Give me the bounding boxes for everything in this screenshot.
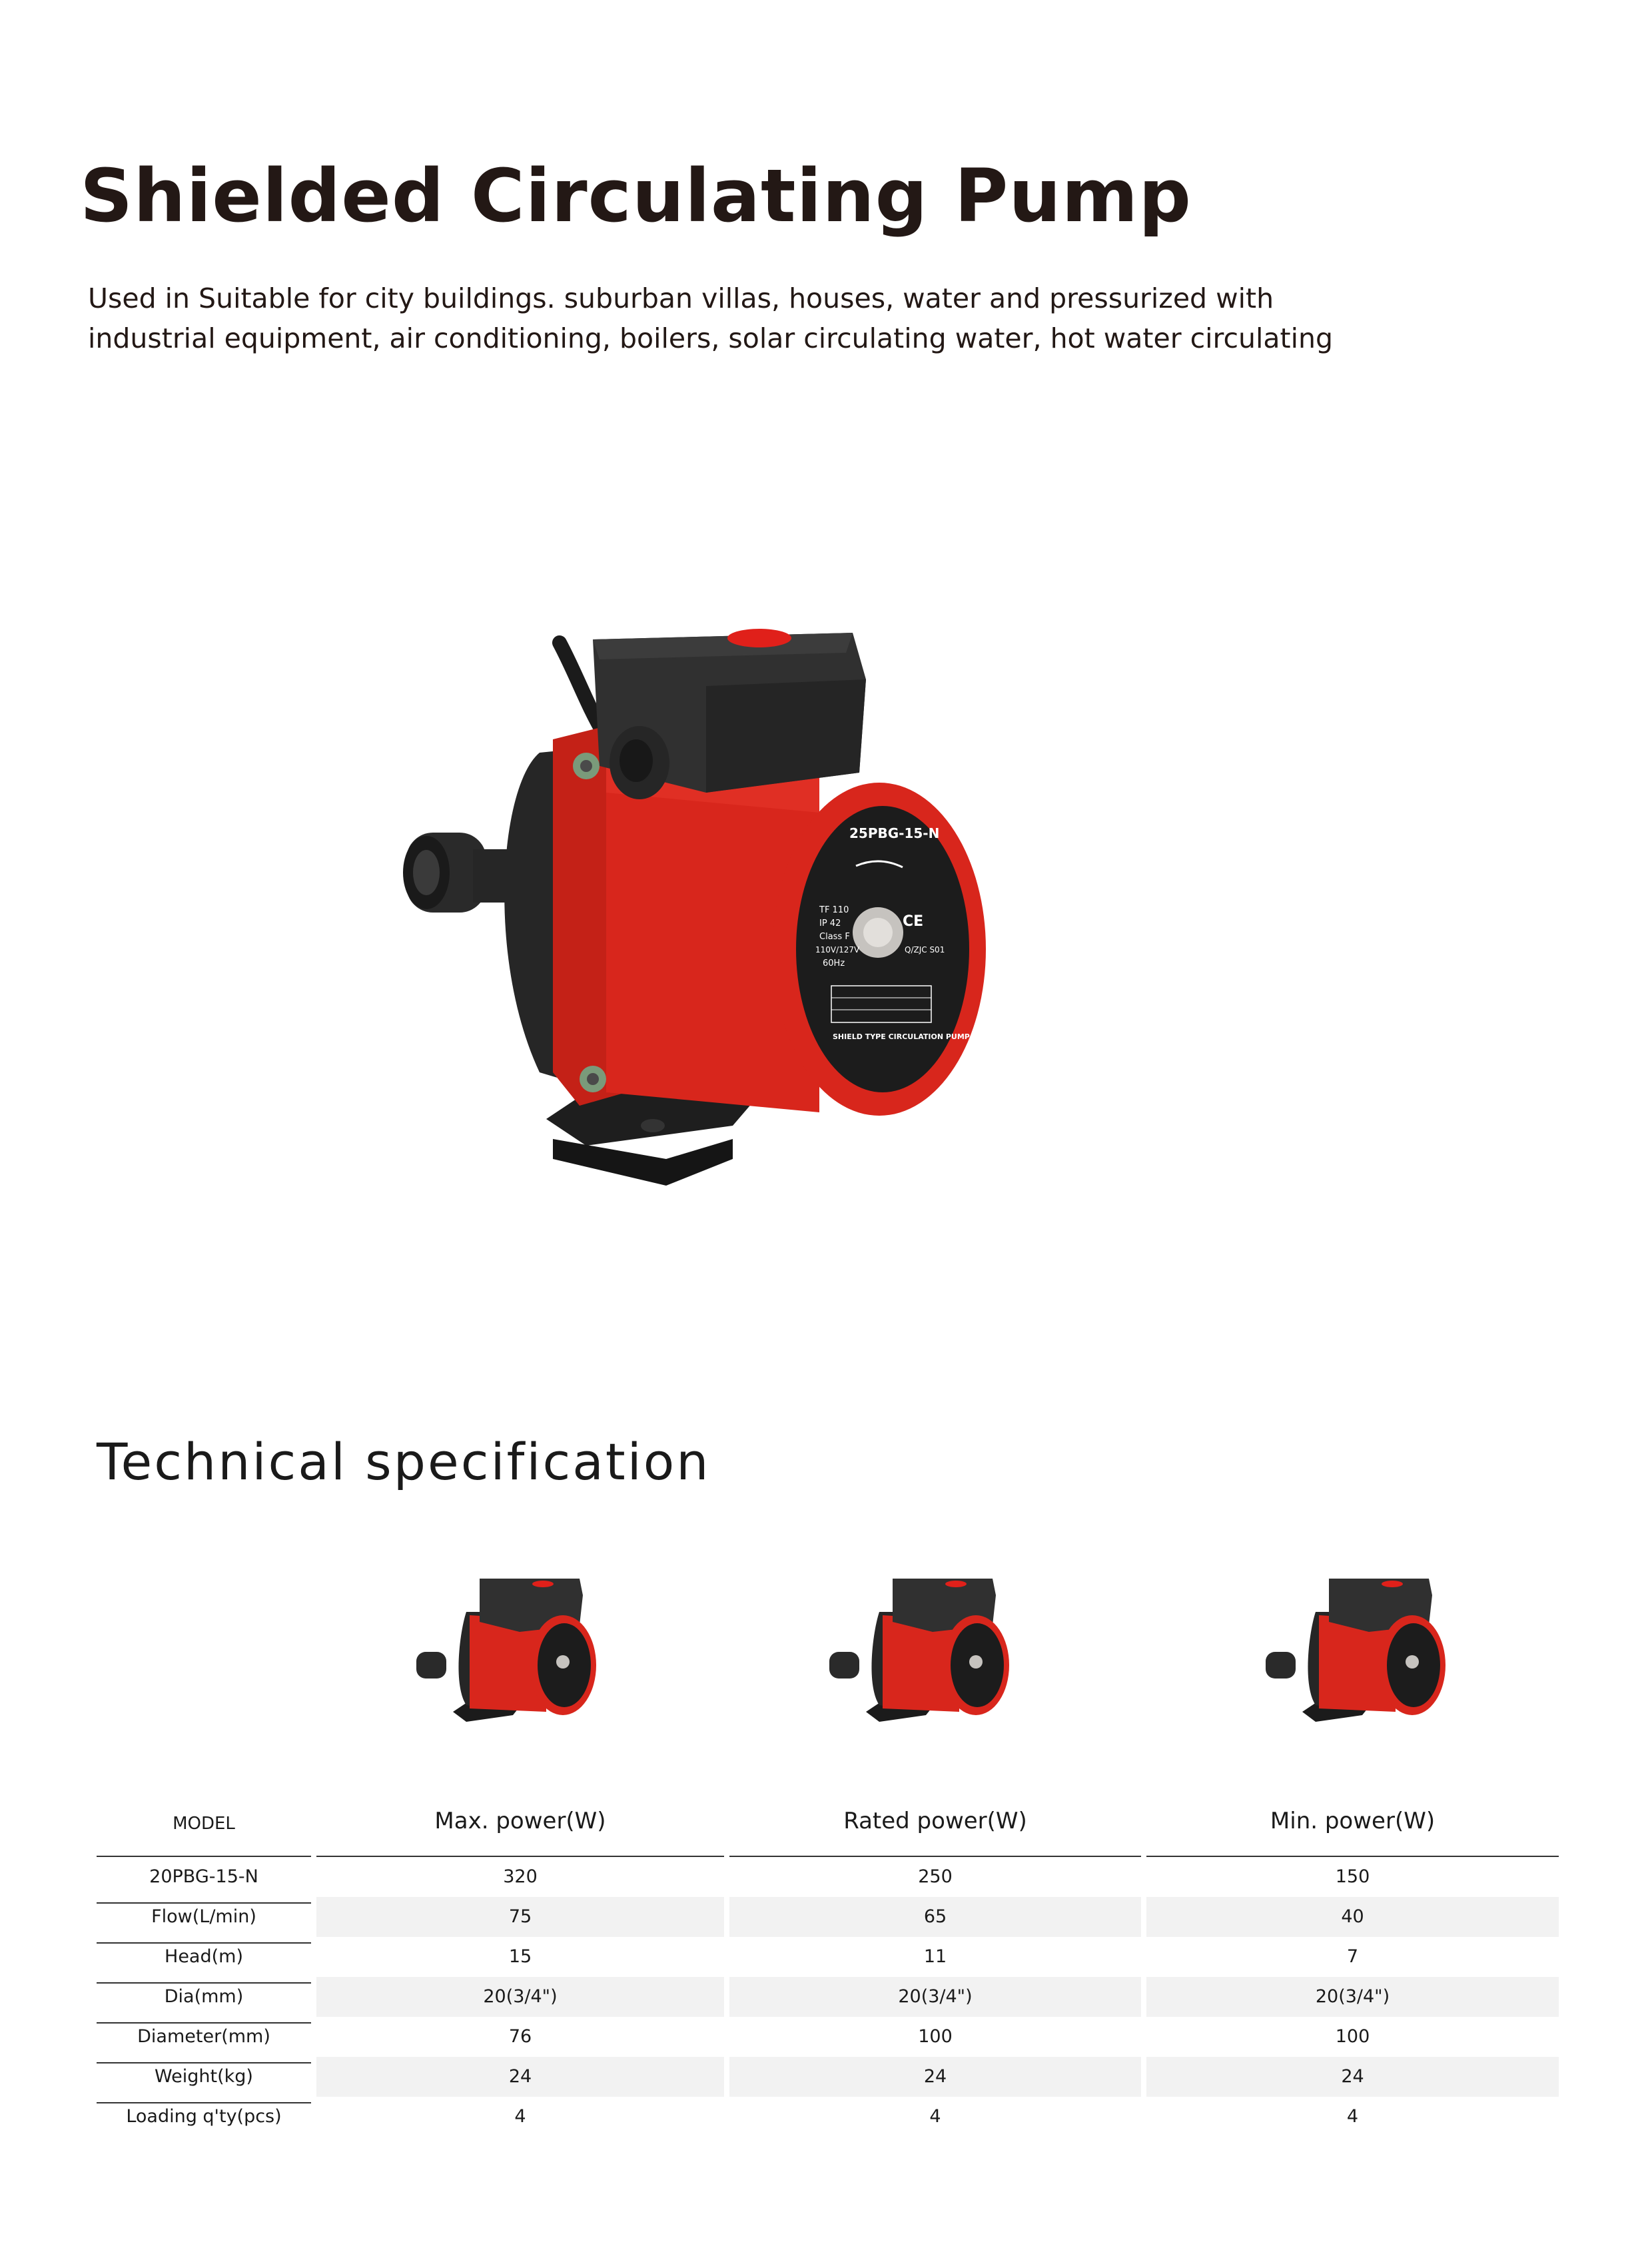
row-label: Head(m) [165,1946,243,1967]
table-row [97,1857,1559,1897]
divider [97,2102,311,2103]
plate-spec-1: TF 110 [819,905,849,915]
row-value: 4 [1346,2106,1359,2127]
table-row [97,2017,1559,2057]
plate-bottom-text: SHIELD TYPE CIRCULATION PUMP [833,1032,970,1041]
pump-thumbnail-max [413,1579,606,1745]
svg-text:CE: CE [903,913,924,930]
pump-product-image [386,613,1132,1212]
page-title: Shielded Circulating Pump [80,153,1192,238]
table-row [97,2057,1559,2097]
row-label: Dia(mm) [164,1986,244,2007]
header-model-label: MODEL [173,1814,235,1834]
row-value: 150 [1335,1866,1370,1887]
row-value: 40 [1146,1897,1559,1937]
row-value: 100 [918,2026,953,2047]
plate-standard: Q/ZJC S01 [905,945,945,954]
plate-spec-3: Class F [819,932,850,942]
row-value: 76 [508,2026,532,2047]
row-label: 20PBG-15-N [149,1866,258,1887]
row-value: 250 [918,1866,953,1887]
row-label: Diameter(mm) [137,2026,270,2047]
header-max-power: Max. power(W) [434,1808,606,1834]
pump-thumbnail-min [1262,1579,1455,1745]
table-row [97,1937,1559,1977]
row-value: 15 [508,1946,532,1967]
table-row [97,2097,1559,2137]
row-value: 20(3/4") [316,1977,724,2017]
divider [97,1982,311,1984]
product-description [88,278,1487,358]
table-row [97,1977,1559,2017]
row-value: 100 [1335,2026,1370,2047]
row-value: 7 [1346,1946,1359,1967]
plate-spec-4: 110V/127V [815,945,860,954]
divider [97,2062,311,2063]
row-value: 75 [316,1897,724,1937]
spec-table-header [97,1792,1559,1850]
row-value: 65 [729,1897,1141,1937]
divider [97,1942,311,1944]
row-value: 4 [514,2106,526,2127]
header-rated-power: Rated power(W) [843,1808,1027,1834]
row-value: 20(3/4") [729,1977,1141,2017]
description-line-1: Used in Suitable for city buildings. suburban villas, houses, water and pressurized with [88,282,1274,314]
description-line-2: industrial equipment, air conditioning, boilers, solar circulating water, hot water circulating [88,322,1334,354]
row-value: 24 [316,2057,724,2097]
row-value: 11 [923,1946,947,1967]
divider [97,2022,311,2024]
row-value: 4 [929,2106,941,2127]
row-value: 24 [1146,2057,1559,2097]
row-value: 24 [729,2057,1141,2097]
divider [97,1902,311,1904]
spec-section-title: Technical specification [97,1432,711,1491]
plate-spec-2: IP 42 [819,919,841,929]
row-label: Weight(kg) [155,2066,253,2087]
plate-spec-5: 60Hz [823,958,845,968]
spec-table [97,1792,1559,2137]
table-row [97,1897,1559,1937]
row-label: Flow(L/min) [151,1906,256,1927]
row-value: 320 [503,1866,538,1887]
pump-model-label: 25PBG-15-N [849,825,940,841]
row-label: Loading q'ty(pcs) [126,2106,282,2127]
control-knob [727,629,791,647]
row-value: 20(3/4") [1146,1977,1559,2017]
header-min-power: Min. power(W) [1270,1808,1436,1834]
pump-thumbnail-rated [826,1579,1019,1745]
